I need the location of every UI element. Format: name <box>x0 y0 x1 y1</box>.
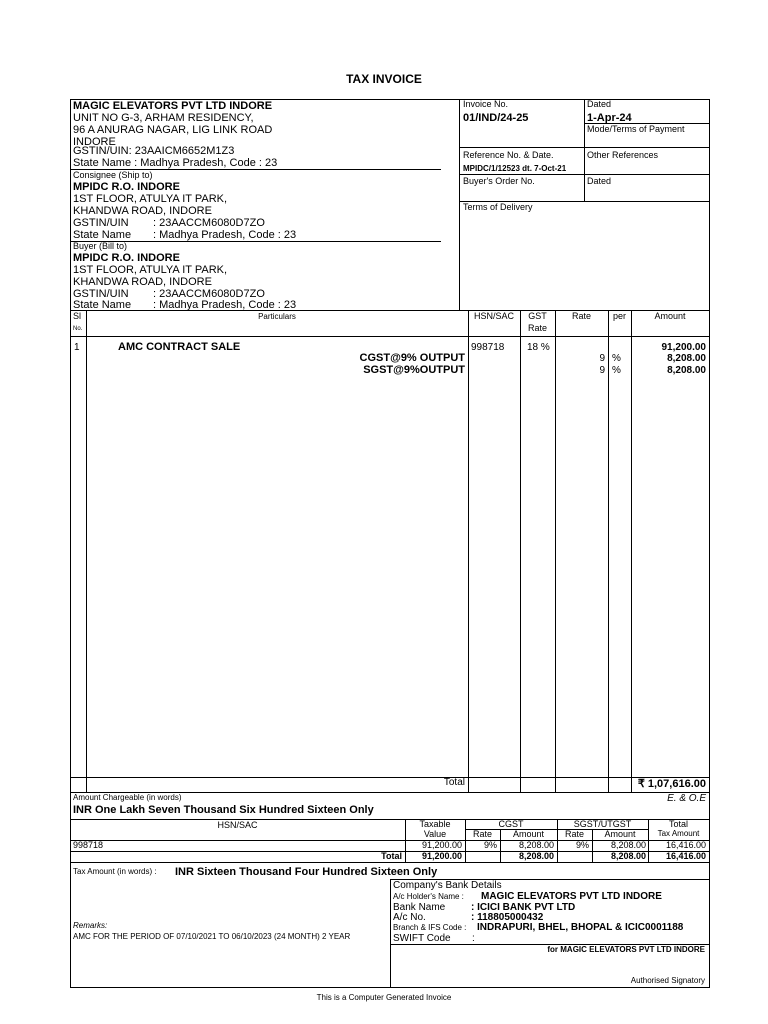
sgst-label: SGST@9%OUTPUT <box>363 364 465 376</box>
tax-total-taxable: 91,200.00 <box>421 851 462 861</box>
terms-delivery-label: Terms of Delivery <box>463 202 533 212</box>
consignee-address-line: KHANDWA ROAD, INDORE <box>73 205 212 217</box>
col-gst: GST <box>528 311 547 321</box>
outer-border-left <box>70 99 71 988</box>
reference-label: Reference No. & Date. <box>463 150 554 160</box>
consignee-name: MPIDC R.O. INDORE <box>73 181 180 193</box>
tax-hsn-header: HSN/SAC <box>217 820 258 830</box>
seller-name: MAGIC ELEVATORS PVT LTD INDORE <box>73 100 273 112</box>
bank-holder-label: A/c Holder's Name : <box>393 892 464 901</box>
eoe-label: E. & O.E <box>667 793 706 804</box>
item-gst: 18 % <box>527 342 550 353</box>
tax-row-sgst-amount: 8,208.00 <box>610 840 646 850</box>
consignee-address-line: 1ST FLOOR, ATULYA IT PARK, <box>73 193 228 205</box>
bank-swift-label: SWIFT Code <box>393 933 451 944</box>
tax-total-header2: Tax Amount <box>657 829 700 838</box>
tax-sgst-amount-header: Amount <box>604 829 636 839</box>
seller-address-line: INDORE <box>73 136 116 148</box>
items-col <box>555 310 556 793</box>
col-no: No. <box>73 326 83 332</box>
item-description: AMC CONTRACT SALE <box>118 341 241 353</box>
consignee-heading: Consignee (Ship to) <box>73 170 153 180</box>
tax-words-value: INR Sixteen Thousand Four Hundred Sixteen Only <box>175 866 438 878</box>
tax-cgst-header: CGST <box>498 819 524 829</box>
buyer-gstin-value: : 23AACCM6080D7ZO <box>153 288 265 300</box>
tax-taxable-header2: Value <box>423 829 447 839</box>
invoice-no-label: Invoice No. <box>463 99 509 109</box>
bank-branch-value: INDRAPURI, BHEL, BHOPAL & ICIC0001188 <box>477 922 684 933</box>
buyer-state-label: State Name <box>73 299 132 311</box>
items-header-bottom <box>70 336 710 337</box>
reference-value: MPIDC/1/12523 dt. 7-Oct-21 <box>463 164 567 173</box>
tax-total-cgst: 8,208.00 <box>518 851 554 861</box>
buyer-heading: Buyer (Bill to) <box>73 241 128 251</box>
mode-terms-label: Mode/Terms of Payment <box>587 124 685 134</box>
tax-row-taxable: 91,200.00 <box>421 840 462 850</box>
invoice-no-value: 01/IND/24-25 <box>463 112 529 124</box>
items-total-amount: ₹ 1,07,616.00 <box>637 778 706 790</box>
bank-swift-value: : <box>472 933 475 944</box>
tax-cgst-amount-header: Amount <box>512 829 545 839</box>
col-hsn: HSN/SAC <box>473 311 514 321</box>
buyer-gstin-label: GSTIN/UIN <box>73 288 129 300</box>
tax-table-bottom <box>70 862 710 863</box>
cgst-per: % <box>612 353 621 364</box>
consignee-state-value: : Madhya Pradesh, Code : 23 <box>153 229 297 241</box>
consignee-state-label: State Name <box>73 229 132 241</box>
other-references-label: Other References <box>587 150 659 160</box>
cgst-label: CGST@9% OUTPUT <box>359 352 465 364</box>
items-col <box>468 310 469 793</box>
item-sl: 1 <box>74 342 80 353</box>
outer-border-right <box>709 99 710 988</box>
meta-line <box>459 174 710 175</box>
col-gst-rate: Rate <box>527 323 547 333</box>
amount-words-label: Amount Chargeable (in words) <box>73 793 182 802</box>
tax-row-hsn: 998718 <box>73 840 104 850</box>
bank-holder-value: MAGIC ELEVATORS PVT LTD INDORE <box>481 891 662 902</box>
seller-address-line: 96 A ANURAG NAGAR, LIG LINK ROAD <box>73 124 273 136</box>
buyer-address-line: 1ST FLOOR, ATULYA IT PARK, <box>73 264 228 276</box>
items-col <box>520 310 521 793</box>
amount-words-value: INR One Lakh Seven Thousand Six Hundred Sixteen Only <box>73 804 374 816</box>
signature-company: for MAGIC ELEVATORS PVT LTD INDORE <box>547 945 705 954</box>
items-col <box>608 310 609 793</box>
signature-authorised: Authorised Signatory <box>630 976 705 985</box>
tax-total-header: Total <box>668 819 688 829</box>
col-per: per <box>612 311 626 321</box>
tax-row-total: 16,416.00 <box>665 840 706 850</box>
tax-words-label: Tax Amount (in words) : <box>73 867 157 876</box>
bank-box-left <box>390 879 391 987</box>
tax-cgst-rate-header: Rate <box>472 829 492 839</box>
seller-state: State Name : Madhya Pradesh, Code : 23 <box>73 157 278 169</box>
items-col <box>86 310 87 793</box>
col-particulars: Particulars <box>258 312 296 321</box>
col-rate: Rate <box>571 311 591 321</box>
item-amount: 91,200.00 <box>661 342 706 353</box>
tax-taxable-header: Taxable <box>419 819 451 829</box>
tax-row-sgst-rate: 9% <box>575 840 589 850</box>
buyers-order-label: Buyer's Order No. <box>463 176 535 186</box>
col-sl: Sl <box>73 311 82 321</box>
dated-label: Dated <box>587 99 612 109</box>
bank-acno-label: A/c No. <box>393 912 426 923</box>
sgst-rate: 9 <box>599 365 605 376</box>
meta-divider <box>459 99 460 310</box>
bank-name-label: Bank Name <box>393 902 446 913</box>
remarks-value: AMC FOR THE PERIOD OF 07/10/2021 TO 06/10/2023 (24 MONTH) 2 YEAR <box>73 932 351 941</box>
buyer-address-line: KHANDWA ROAD, INDORE <box>73 276 212 288</box>
seller-gstin: GSTIN/UIN: 23AAICM6652M1Z3 <box>73 145 235 157</box>
tax-total-label: Total <box>381 851 402 861</box>
consignee-gstin-value: : 23AACCM6080D7ZO <box>153 217 265 229</box>
meta-col-divider <box>584 99 585 202</box>
page-title: TAX INVOICE <box>346 72 422 86</box>
tax-total-tax: 16,416.00 <box>665 851 706 861</box>
tax-sgst-rate-header: Rate <box>564 829 584 839</box>
items-total-label: Total <box>443 777 465 788</box>
meta-line <box>459 147 710 148</box>
dated-value: 1-Apr-24 <box>587 112 632 124</box>
bank-heading: Company's Bank Details <box>393 880 502 891</box>
sgst-amount: 8,208.00 <box>667 365 706 376</box>
tax-total-sgst: 8,208.00 <box>610 851 646 861</box>
outer-border-bottom <box>70 987 710 988</box>
dated2-label: Dated <box>587 176 612 186</box>
bank-acno-value: : 118805000432 <box>471 912 544 923</box>
tax-row-cgst-amount: 8,208.00 <box>518 840 554 850</box>
sgst-per: % <box>612 365 621 376</box>
item-hsn: 998718 <box>471 342 505 353</box>
consignee-gstin-label: GSTIN/UIN <box>73 217 129 229</box>
footer-note: This is a Computer Generated Invoice <box>316 993 452 1002</box>
bank-name-value: : ICICI BANK PVT LTD <box>471 902 576 913</box>
col-amount: Amount <box>654 311 686 321</box>
items-col <box>631 310 632 793</box>
remarks-label: Remarks: <box>73 921 108 930</box>
tax-sgst-header: SGST/UTGST <box>573 819 632 829</box>
buyer-name: MPIDC R.O. INDORE <box>73 252 180 264</box>
cgst-amount: 8,208.00 <box>667 353 706 364</box>
bank-branch-label: Branch & IFS Code : <box>393 923 467 932</box>
buyer-state-value: : Madhya Pradesh, Code : 23 <box>153 299 297 311</box>
cgst-rate: 9 <box>599 353 605 364</box>
tax-row-cgst-rate: 9% <box>483 840 497 850</box>
seller-address-line: UNIT NO G-3, ARHAM RESIDENCY, <box>73 112 254 124</box>
